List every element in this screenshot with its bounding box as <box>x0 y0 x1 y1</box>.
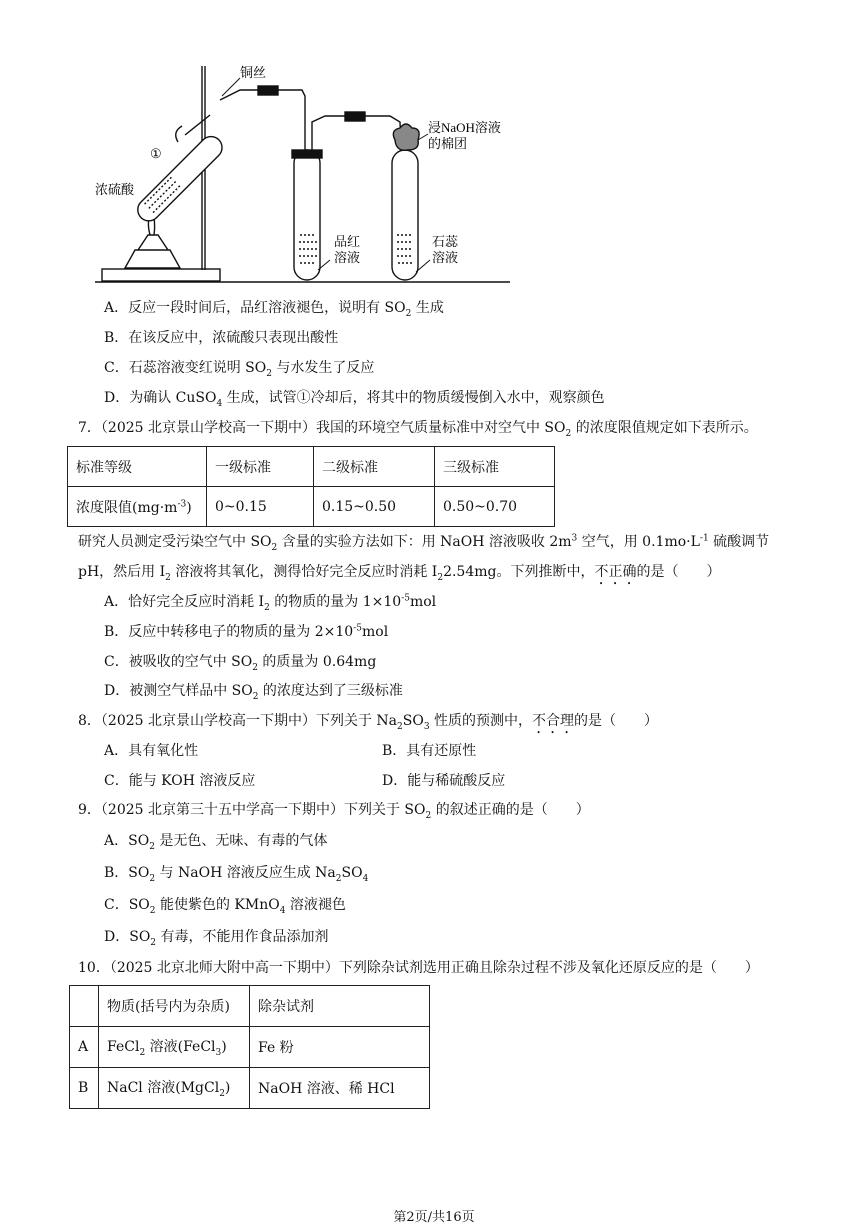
q8-option-a: A．具有氧化性 <box>104 743 199 759</box>
q9-option-d: D．$SO_2$ 有毒，不能用作食品添加剂 <box>104 929 329 948</box>
q7-header-3: 三级标准 <box>435 447 555 487</box>
page-footer: 第2页/共16页 <box>393 1210 475 1225</box>
label-magenta-2: 溶液 <box>334 250 361 265</box>
q7-value-3: 0.50~0.70 <box>435 487 555 527</box>
q7-header-0: 标准等级 <box>68 447 207 487</box>
q7-table <box>67 446 555 527</box>
q8-option-c: C．能与 KOH 溶液反应 <box>104 773 256 789</box>
q10-row-a-label: A <box>70 1027 99 1068</box>
rubber-connector-2 <box>345 112 365 121</box>
q9-option-c: C．$SO_2$ 能使紫色的 KMnO$_4$ 溶液褪色 <box>104 897 346 916</box>
burner <box>125 250 180 268</box>
q7-header-1: 一级标准 <box>207 447 314 487</box>
q9-stem: 9．（2025 北京第三十五中学高一下期中）下列关于 $SO_2$ 的叙述正确的是（ ） <box>78 802 590 821</box>
q8-option-d: D．能与稀硫酸反应 <box>382 773 506 789</box>
stand-base <box>102 269 220 281</box>
q10-header-2: 除杂试剂 <box>250 986 430 1027</box>
q7-body-line-1: 研究人员测定受污染空气中 $SO_2$ 含量的实验方法如下：用 NaOH 溶液吸收 $2m^3$ 空气，用 $0.1mo\cdot L^{-1}$ 硫酸调节 <box>78 533 770 553</box>
q8-stem: 8．（2025 北京景山学校高一下期中）下列关于 $Na_2SO_3$ 性质的预测中，不合理的是（ ） <box>78 713 659 732</box>
label-conc-acid: 浓硫酸 <box>95 182 135 197</box>
q7-option-d: D．被测空气样品中 $SO_2$ 的浓度达到了三级标准 <box>104 683 403 702</box>
q6-option-d: D．为确认 CuSO$_4$ 生成，试管①冷却后，将其中的物质缓慢倒入水中，观察颜色 <box>104 390 605 409</box>
rubber-connector-1 <box>258 86 278 95</box>
label-litmus-1: 石蕊 <box>432 234 459 249</box>
q10-row-b-substance: NaCl 溶液(MgCl$_2$) <box>99 1068 250 1109</box>
q10-table <box>69 985 430 1109</box>
q7-value-2: 0.15~0.50 <box>314 487 435 527</box>
q7-row-label: 浓度限值$(mg\cdot m^{-3})$ <box>68 487 207 527</box>
test-tube-1 <box>133 132 226 225</box>
test-tube-magenta <box>294 150 320 280</box>
q10-row-a-reagent: Fe 粉 <box>250 1027 430 1068</box>
q7-value-1: 0~0.15 <box>207 487 314 527</box>
q10-row-b-label: B <box>70 1068 99 1109</box>
q10-row-a-substance: FeCl$_2$ 溶液(FeCl$_3$) <box>99 1027 250 1068</box>
label-litmus-2: 溶液 <box>432 250 459 265</box>
q6-option-c: C．石蕊溶液变红说明 $SO_2$ 与水发生了反应 <box>104 360 375 379</box>
q7-body-line-2: pH，然后用 $I_2$ 溶液将其氧化，测得恰好完全反应时消耗 $I_22.54mg$。下列推断中，不正确的是（ ） <box>78 564 721 583</box>
q10-row-b-reagent: NaOH 溶液、稀 HCl <box>250 1068 430 1109</box>
label-magenta-1: 品红 <box>334 234 361 249</box>
test-tube-litmus <box>392 150 418 280</box>
q8-option-b: B．具有还原性 <box>382 743 477 759</box>
q7-option-c: C．被吸收的空气中 $SO_2$ 的质量为 0.64mg <box>104 654 377 673</box>
label-cotton-2: 的棉团 <box>428 136 468 151</box>
apparatus-figure <box>90 60 520 288</box>
cotton-ball <box>393 124 419 150</box>
q10-stem: 10．（2025 北京北师大附中高一下期中）下列除杂试剂选用正确且除杂过程不涉及氧化还原反应的是（ ） <box>78 960 759 976</box>
q6-option-a: A．反应一段时间后，品红溶液褪色，说明有 $SO_2$ 生成 <box>104 300 444 319</box>
q7-option-a: A．恰好完全反应时消耗 $I_2$ 的物质的量为 $1\times 10^{-5}mol$ <box>104 593 437 613</box>
label-tube-marker: ① <box>150 146 162 161</box>
q9-option-a: A．$SO_2$ 是无色、无味、有毒的气体 <box>104 833 328 852</box>
q6-option-b: B．在该反应中，浓硫酸只表现出酸性 <box>104 330 339 346</box>
q10-header-1: 物质(括号内为杂质) <box>99 986 250 1027</box>
q7-stem: 7．（2025 北京景山学校高一下期中）我国的环境空气质量标准中对空气中 $SO_2$ 的浓度限值规定如下表所示。 <box>78 420 758 439</box>
q9-option-b: B．$SO_2$ 与 NaOH 溶液反应生成 $Na_2SO_4$ <box>104 865 369 884</box>
q7-header-2: 二级标准 <box>314 447 435 487</box>
label-cotton-1: 浸NaOH溶液 <box>428 120 501 135</box>
label-copper-wire: 铜丝 <box>240 65 267 80</box>
q7-option-b: B．反应中转移电子的物质的量为 $2\times 10^{-5}mol$ <box>104 623 389 640</box>
q10-header-0 <box>70 986 99 1027</box>
